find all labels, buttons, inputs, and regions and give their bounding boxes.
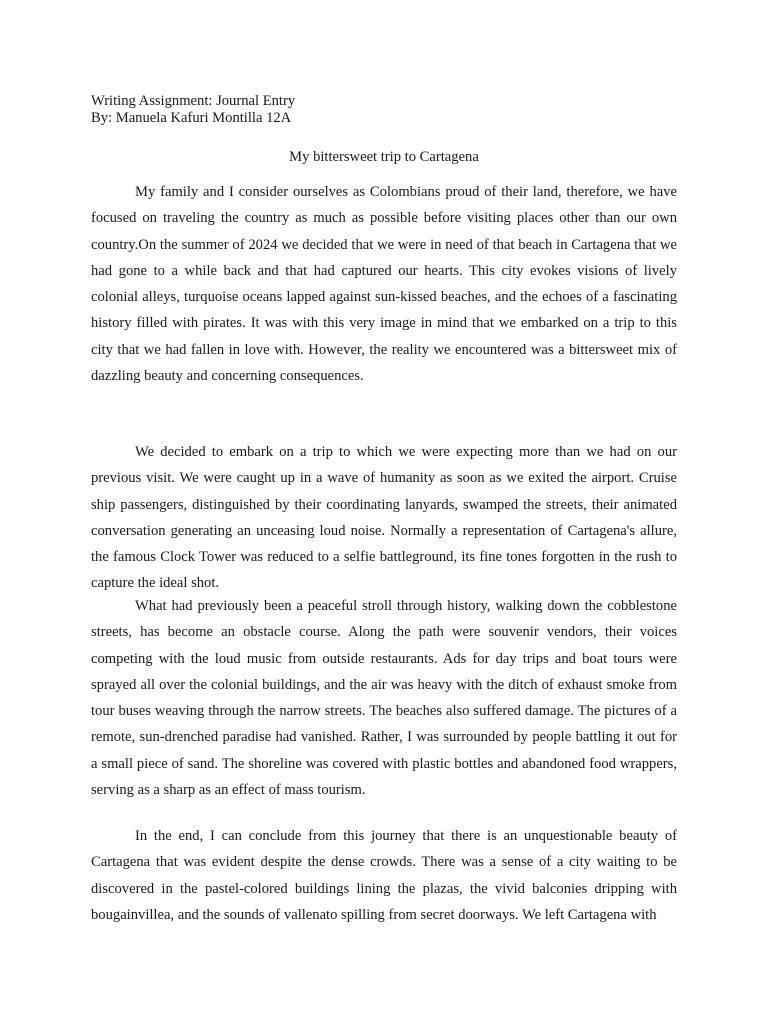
document-page — [91, 93, 677, 923]
essay-title: My bittersweet trip to Cartagena — [289, 149, 479, 165]
paragraph-3: What had previously been a peaceful stroll through history, walking down the cobblestone streets, has become an obstacle course. Along the path were souvenir vendors, their voices competing with the loud music from outside restaurants. Ads for day trips and boat tours were sprayed all over the colonial buildings, and the air was heavy with the ditch of exhaust smoke from tour buses weaving through the narrow streets. The beaches also suffered damage. The pictures of a remote, sun-drenched paradise had vanished. Rather, I was surrounded by people battling it out for a small piece of sand. The shoreline was covered with plastic bottles and abandoned food wrappers, serving as a sharp as an effect of mass tourism. — [91, 598, 677, 799]
paragraph-4: In the end, I can conclude from this journey that there is an unquestionable beauty of Cartagena that was evident despite the dense crowds. There was a sense of a city waiting to be discovered in the pastel-colored buildings lining the plazas, the vivid balconies dripping with bougainvillea, and the sounds of vallenato spilling from secret doorways. We left Cartagena with — [91, 828, 677, 923]
assignment-heading: Writing Assignment: Journal Entry — [91, 93, 296, 109]
author-line: By: Manuela Kafuri Montilla 12A — [91, 110, 292, 126]
paragraph-1: My family and I consider ourselves as Colombians proud of their land, therefore, we have focused on traveling the country as much as possible before visiting places other than our own country.On the summer of 2024 we decided that we were in need of that beach in Cartagena that we had gone to a while back and that had captured our hearts. This city evokes visions of lively colonial alleys, turquoise oceans lapped against sun-kissed beaches, and the echoes of a fascinating history filled with pirates. It was with this very image in mind that we embarked on a trip to this city that we had fallen in love with. However, the reality we encountered was a bittersweet mix of dazzling beauty and concerning consequences. — [91, 184, 677, 385]
paragraph-2: We decided to embark on a trip to which we were expecting more than we had on our previous visit. We were caught up in a wave of humanity as soon as we exited the airport. Cruise ship passengers, distinguished by their coordinating lanyards, swamped the streets, their animated conversation generating an unceasing loud noise. Normally a representation of Cartagena's allure, the famous Clock Tower was reduced to a selfie battleground, its fine tones forgotten in the rush to capture the ideal shot. — [91, 444, 677, 592]
